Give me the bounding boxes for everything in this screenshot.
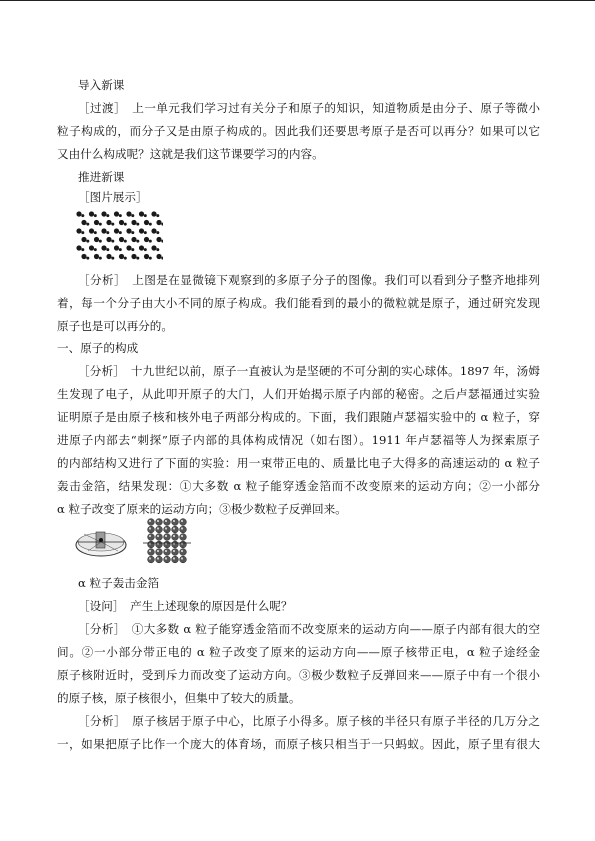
analysis-2-line-6: 轰击金箔，结果发现：①大多数 α 粒子能穿透金箔而不改变原来的运动方向；②一小部分: [57, 479, 540, 493]
analysis-2-line-3: 证明原子是由原子核和核外电子两部分构成的。下面，我们跟随卢瑟福实验中的 α 粒子，穿: [57, 410, 540, 424]
analysis-3-line-3: 原子核附近时，受到斥力而改变了运动方向。③极少数粒子反弹回来——原子中有一个很小: [57, 668, 540, 682]
transition-line-2: 粒子构成的，而分子又是由原子构成的。因此我们还要思考原子是否可以再分？如果可以它: [57, 124, 540, 138]
transition-line-1: ［过渡］ 上一单元我们学习过有关分子和原子的知识，知道物质是由分子、原子等微小: [78, 101, 540, 115]
analysis-2-line-5: 的内部结构又进行了下面的实验：用一束带正电的、质量比电子大得多的高速运动的 α 粒子: [57, 456, 540, 470]
picture-show-label: ［图片展示］: [78, 190, 148, 204]
analysis-1-line-3: 原子也是可以再分的。: [57, 319, 173, 333]
analysis-1-line-1: ［分析］ 上图是在显微镜下观察到的多原子分子的图像。我们可以看到分子整齐地排列: [78, 273, 540, 287]
analysis-3-line-2: 间。②一小部分带正电的 α 粒子改变了原来的运动方向——原子核带正电，α 粒子途经金: [57, 645, 540, 659]
alpha-particle-apparatus-image: [74, 520, 130, 562]
molecule-microscope-image: [73, 209, 163, 261]
intro-heading: 导入新课: [78, 78, 125, 92]
analysis-2-line-1: ［分析］ 十九世纪以前，原子一直被认为是坚硬的不可分割的实心球体。1897 年，汤姆: [78, 364, 540, 378]
analysis-4-line-1: ［分析］ 原子核居于原子中心，比原子小得多。原子核的半径只有原子半径的几万分之: [78, 714, 540, 728]
question-line: ［设问］ 产生上述现象的原因是什么呢？: [78, 599, 293, 613]
analysis-1-line-2: 着，每一个分子由大小不同的原子构成。我们能看到的最小的微粒就是原子，通过研究发现: [57, 296, 540, 310]
analysis-2-line-7: α 粒子改变了原来的运动方向；③极少数粒子反弹回来。: [57, 502, 347, 516]
section-heading-atom-structure: 一、原子的构成: [57, 341, 139, 355]
analysis-2-line-4: 进原子内部去“刺探”原子内部的具体构成情况（如右图）。1911 年卢瑟福等人为探索原子: [57, 433, 540, 447]
analysis-3-line-4: 的原子核，原子核很小，但集中了较大的质量。: [57, 691, 301, 705]
gold-foil-atoms-image: [143, 517, 191, 565]
analysis-4-line-2: 一，如果把原子比作一个庞大的体育场，而原子核只相当于一只蚂蚁。因此，原子里有很大: [57, 737, 540, 751]
analysis-2-line-2: 生发现了电子，从此叩开原子的大门，人们开始揭示原子内部的秘密。之后卢瑟福通过实验: [57, 387, 540, 401]
page-top-border: [0, 0, 595, 1]
figure-caption: α 粒子轰击金箔: [78, 576, 160, 590]
analysis-3-line-1: ［分析］ ①大多数 α 粒子能穿透金箔而不改变原来的运动方向——原子内部有很大的空: [78, 622, 540, 636]
transition-line-3: 又由什么构成呢？这就是我们这节课要学习的内容。: [57, 147, 324, 161]
advance-heading: 推进新课: [78, 170, 125, 184]
